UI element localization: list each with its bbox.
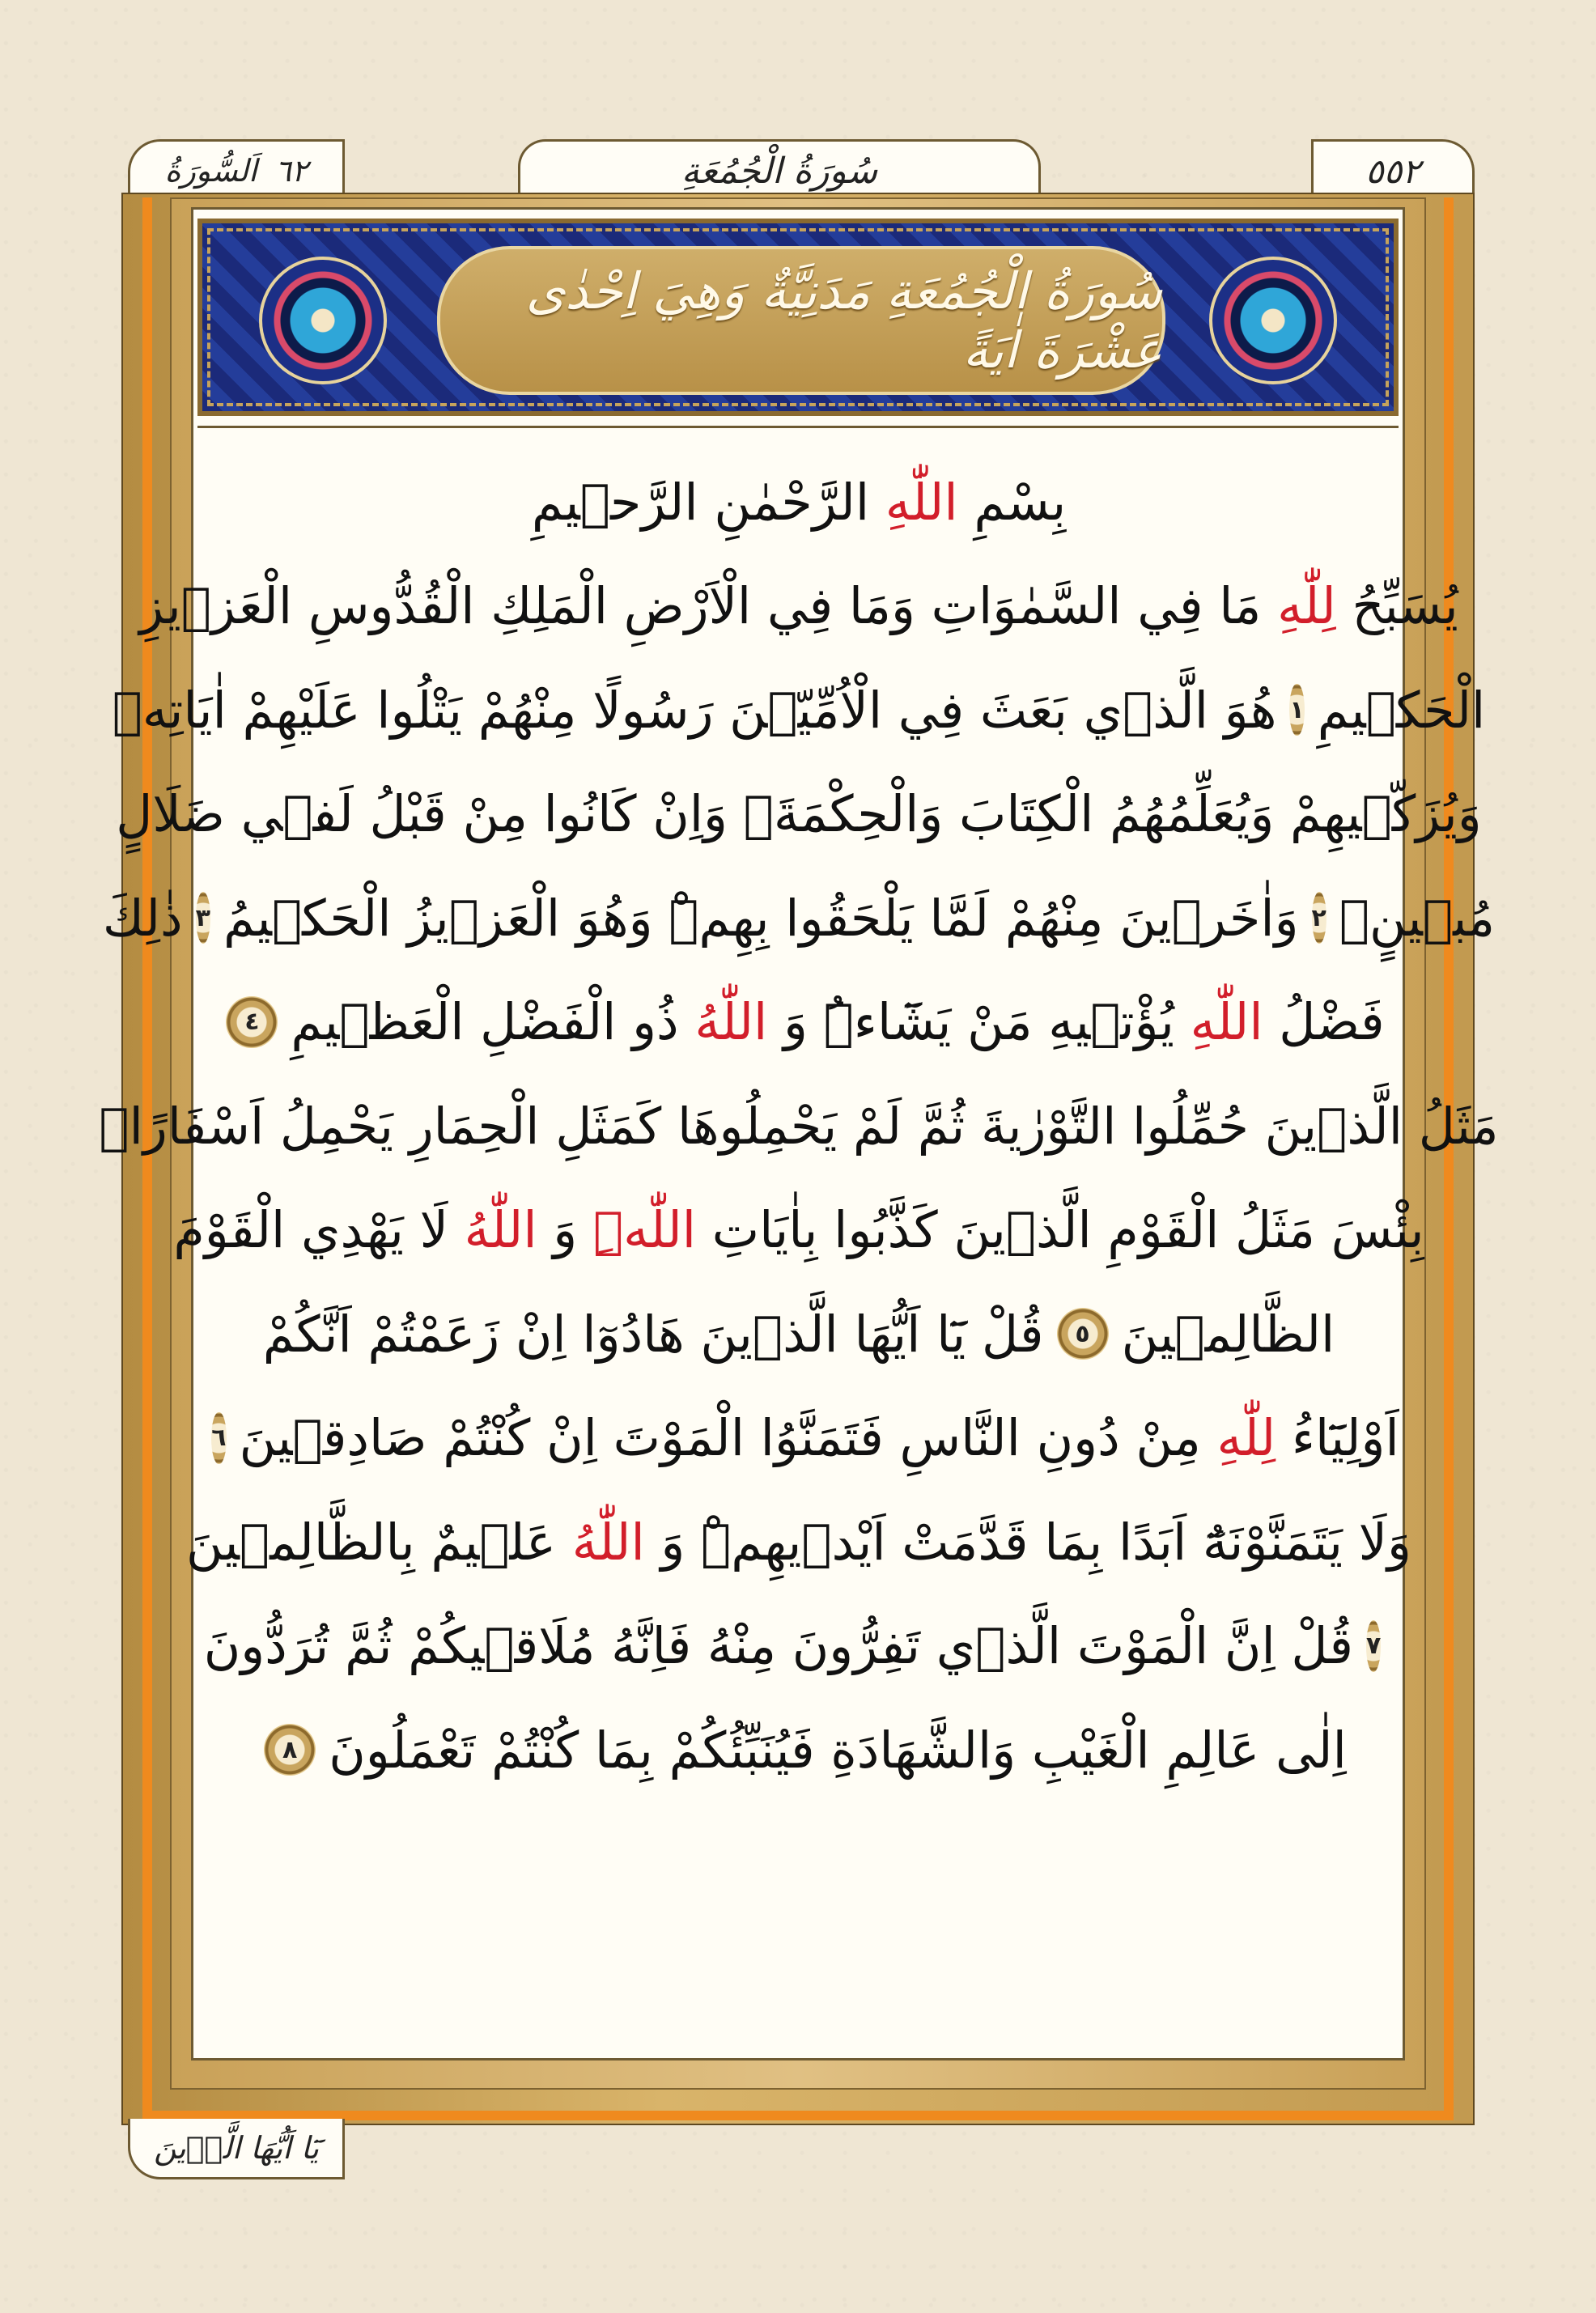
- verse-text: مِنْ دُونِ النَّاسِ فَتَمَنَّوُا الْمَوْتَ اِنْ كُنْتُمْ صَادِق۪ينَ: [239, 1408, 1201, 1468]
- surah-number: ٦٢: [274, 153, 308, 189]
- divine-name: اللّٰهُ: [571, 1512, 645, 1572]
- verse-line: [204, 1594, 1394, 1699]
- verse-text: وَ: [553, 1200, 578, 1260]
- verse-text: عَل۪يمٌ بِالظَّالِم۪ينَ: [186, 1512, 557, 1572]
- verse-line: [204, 970, 1394, 1075]
- verse-line: [204, 1698, 1394, 1802]
- basmala-line: [204, 450, 1394, 554]
- divine-name: لِلّٰهِ: [1216, 1408, 1276, 1468]
- divine-name: اللّٰهِ: [1190, 992, 1263, 1052]
- verse-text: وَلَا يَتَمَنَّوْنَهُٓ اَبَدًا بِمَا قَدَّمَتْ اَيْد۪يهِمْۜ وَ: [660, 1512, 1411, 1572]
- medallion-ornament-icon: [1209, 257, 1337, 384]
- verse-text: بِسْمِ: [974, 472, 1067, 532]
- page-number-tab: [1311, 139, 1475, 200]
- page-number: ٥٥٢: [1365, 151, 1420, 191]
- verse-line: [102, 866, 1496, 970]
- ayah-number-marker: ٢: [1312, 892, 1326, 944]
- verse-text: ذٰلِكَ: [102, 888, 183, 948]
- verse-line: [139, 554, 1458, 659]
- banner-divider: [197, 426, 1399, 428]
- verse-text: مَثَلُ الَّذ۪ينَ حُمِّلُوا التَّوْرٰيةَ ثُمَّ لَمْ يَحْمِلُوهَا كَمَثَلِ الْحِمَارِ يَحْمِلُ اَسْفَارًاۜ: [99, 1096, 1499, 1156]
- ayah-number-marker: ٤: [226, 996, 278, 1048]
- ayah-number-marker: ٦: [211, 1412, 226, 1464]
- verse-line: [186, 1490, 1411, 1594]
- verse-text: اَوْلِيَٓاءُ: [1291, 1408, 1399, 1468]
- divine-name: اللّٰهِۜ: [592, 1200, 697, 1260]
- surah-name-tab: [518, 139, 1041, 200]
- surah-banner: [197, 219, 1399, 416]
- verse-line: [204, 1282, 1394, 1386]
- verse-text: يُسَبِّحُ: [1352, 576, 1458, 636]
- ayah-number-marker: ٣: [196, 892, 210, 944]
- verse-text: الظَّالِم۪ينَ: [1121, 1304, 1335, 1364]
- ayah-number-marker: ١: [1289, 684, 1304, 736]
- catchword: يَٓا اَيُّهَا الَّذ۪ينَ: [154, 2130, 319, 2166]
- verse-line: [173, 1178, 1424, 1283]
- verse-text: الرَّحْمٰنِ الرَّح۪يمِ: [531, 472, 870, 532]
- verse-lines: [99, 450, 1499, 1802]
- verse-text: بِئْسَ مَثَلُ الْقَوْمِ الَّذ۪ينَ كَذَّبُوا بِاٰيَاتِ: [711, 1200, 1424, 1260]
- verse-line: [204, 1386, 1399, 1491]
- catchword-tab: [128, 2119, 345, 2179]
- verse-line: [112, 658, 1486, 762]
- verse-text: مَا فِي السَّمٰوَاتِ وَمَا فِي الْاَرْضِ الْمَلِكِ الْقُدُّوسِ الْعَز۪يزِ: [139, 576, 1262, 636]
- verse-text: الْحَك۪يمِ: [1317, 680, 1486, 740]
- verse-text: وَاٰخَر۪ينَ مِنْهُمْ لَمَّا يَلْحَقُوا بِهِمْۜ وَهُوَ الْعَز۪يزُ الْحَك۪يمُ: [223, 888, 1299, 948]
- surah-label: اَلسُّورَةُ: [164, 153, 257, 189]
- verse-text: ذُو الْفَضْلِ الْعَظ۪يمِ: [291, 992, 679, 1052]
- verse-text: قُلْ يَٓا اَيُّهَا الَّذ۪ينَ هَادُوٓا اِنْ زَعَمْتُمْ اَنَّكُمْ: [262, 1304, 1044, 1364]
- verse-text: هُوَ الَّذ۪ي بَعَثَ فِي الْاُمِّيّ۪نَ رَسُولًا مِنْهُمْ يَتْلُوا عَلَيْهِمْ اٰيَاتِه۪: [112, 680, 1277, 740]
- divine-name: اللّٰهِ: [885, 472, 958, 532]
- verse-text: يُؤْت۪يهِ مَنْ يَشَٓاءُۜ وَ: [783, 992, 1174, 1052]
- divine-name: اللّٰهُ: [464, 1200, 537, 1260]
- verse-line: [116, 762, 1482, 867]
- verse-text: اِلٰى عَالِمِ الْغَيْبِ وَالشَّهَادَةِ فَيُنَبِّئُكُمْ بِمَا كُنْتُمْ تَعْمَلُونَ: [329, 1720, 1347, 1780]
- verse-text: مُب۪ينٍۙ: [1339, 888, 1496, 948]
- surah-name: سُورَةُ الْجُمُعَةِ: [681, 150, 878, 192]
- medallion-ornament-icon: [259, 257, 387, 384]
- banner-title: سُورَةُ الْجُمُعَةِ مَدَنِيَّةٌ وَهِيَ اِحْدٰى عَشْرَةَ اٰيَةً: [437, 246, 1165, 395]
- divine-name: اللّٰهُ: [694, 992, 768, 1052]
- divine-name: لِلّٰهِ: [1277, 576, 1336, 636]
- verse-text: فَضْلُ: [1279, 992, 1385, 1052]
- verse-text: لَا يَهْدِي الْقَوْمَ: [173, 1200, 448, 1260]
- ayah-number-marker: ٥: [1057, 1308, 1109, 1360]
- ayah-number-marker: ٨: [264, 1724, 316, 1776]
- verse-text: قُلْ اِنَّ الْمَوْتَ الَّذ۪ي تَفِرُّونَ مِنْهُ فَاِنَّهُ مُلَاق۪يكُمْ ثُمَّ تُرَدُّونَ: [203, 1616, 1353, 1676]
- verse-text: وَيُزَكّ۪يهِمْ وَيُعَلِّمُهُمُ الْكِتَابَ وَالْحِكْمَةَۗ وَاِنْ كَانُوا مِنْ قَبْلُ لَف۪ي ضَلَالٍ: [116, 784, 1482, 844]
- ayah-number-marker: ٧: [1366, 1620, 1381, 1672]
- verse-line: [99, 1074, 1499, 1178]
- surah-number-tab: [128, 139, 345, 200]
